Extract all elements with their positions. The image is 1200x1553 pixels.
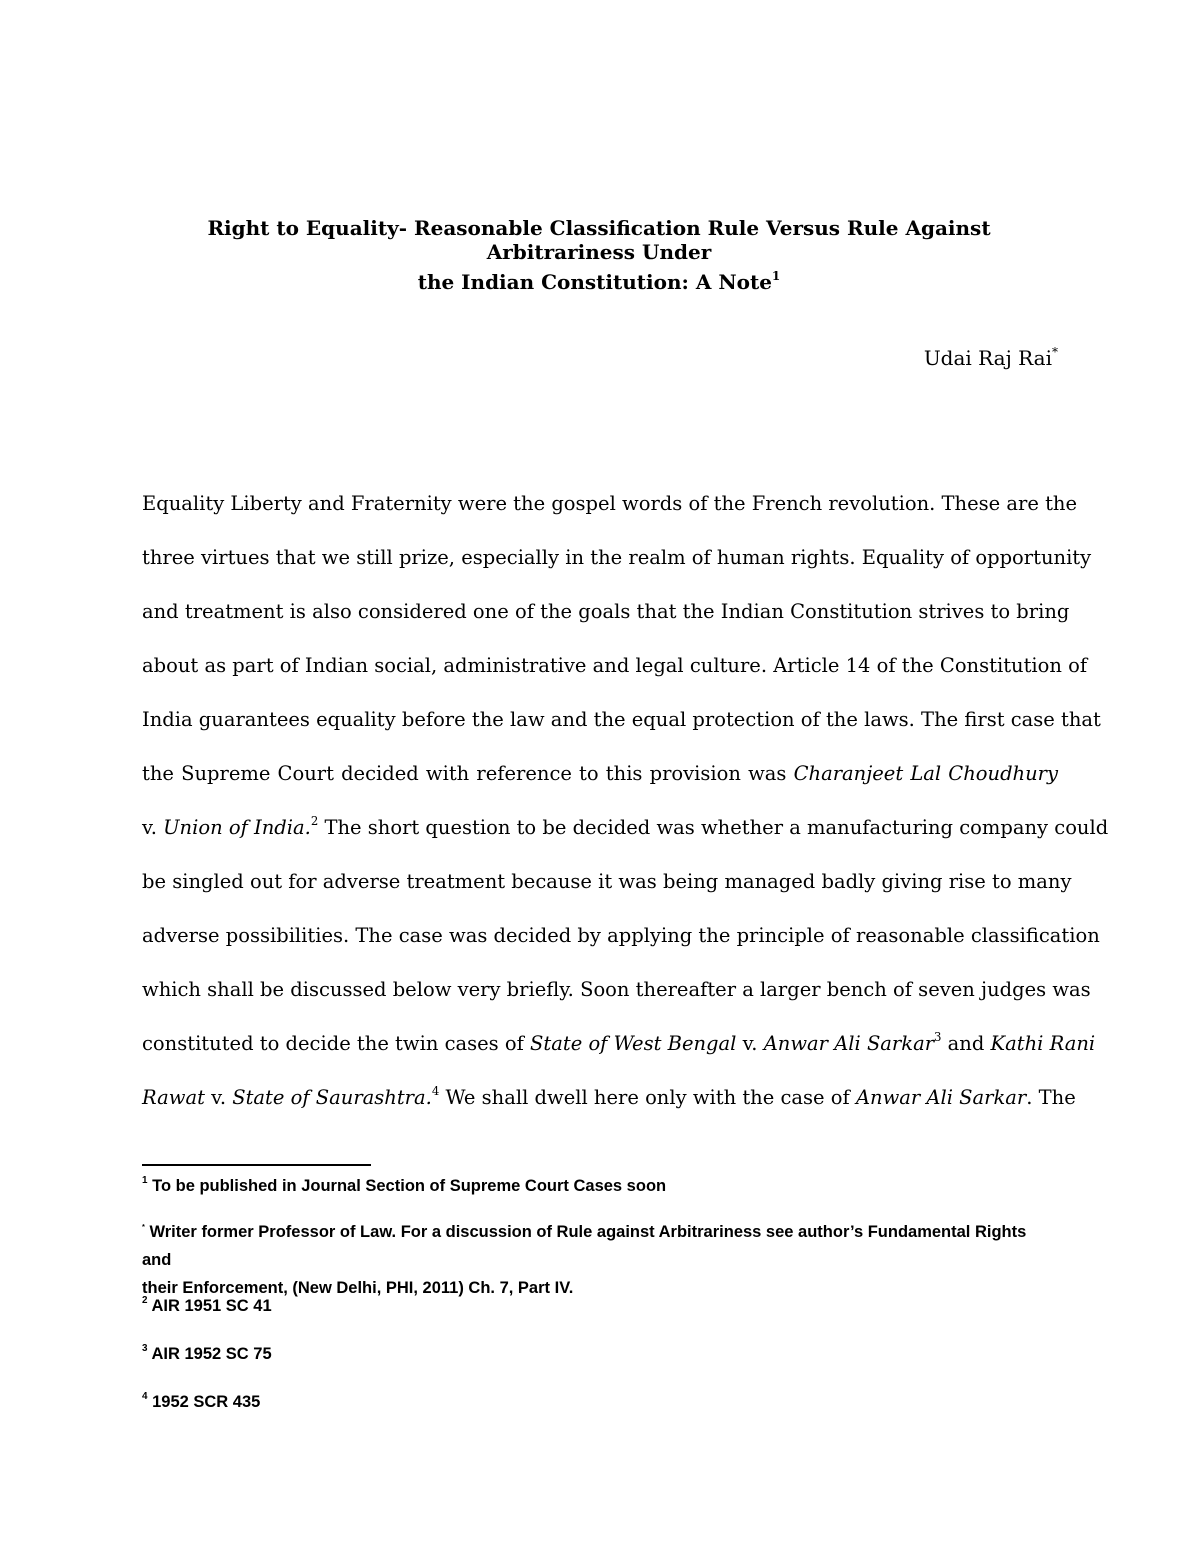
footnote-ref-4: 4 bbox=[431, 1083, 440, 1098]
body-line-3: and treatment is also considered one of the goals that the Indian Constitution strives to bring bbox=[142, 600, 1070, 623]
footnote-2: $^2$ AIR 1951 SC 41 bbox=[142, 1295, 272, 1315]
footnote-ref-3: 3 bbox=[934, 1029, 942, 1044]
case-name: Anwar Ali Sarkar bbox=[855, 1086, 1027, 1109]
case-name: Kathi Rani bbox=[990, 1032, 1096, 1055]
case-name: Union of India. bbox=[163, 816, 311, 839]
footnote-star: * Writer former Professor of Law. For a discussion of Rule against Arbitrariness see author’s Fundamental Rights and their Enforcement, (New Delhi, PHI, 2011) Ch. 7, Part IV. bbox=[142, 1222, 1027, 1297]
body-line-10: which shall be discussed below very briefly. Soon thereafter a larger bench of seven judges was bbox=[142, 978, 1091, 1001]
footnote-ref-2: 2 bbox=[310, 813, 319, 828]
footnote-separator bbox=[142, 1164, 371, 1166]
case-name: State of Saurashtra. bbox=[232, 1086, 432, 1109]
body-line-7: v. Union of India.$^2$ The short question to be decided was whether a manufacturing company could bbox=[142, 813, 1109, 839]
case-name: State of West Bengal bbox=[530, 1032, 737, 1055]
author-footnote-mark: * bbox=[1052, 344, 1058, 359]
body-line-1: Equality Liberty and Fraternity were the gospel words of the French revolution. These are the bbox=[142, 492, 1078, 515]
body-line-4: about as part of Indian social, administrative and legal culture. Article 14 of the Constitution of bbox=[142, 654, 1088, 677]
footnote-4: $^4$ 1952 SCR 435 bbox=[142, 1391, 261, 1411]
body-line-11: constituted to decide the twin cases of State of West Bengal v. Anwar Ali Sarkar$^3$ and Kathi Rani bbox=[142, 1029, 1096, 1055]
body-line-12: Rawat v. State of Saurashtra.$^4$ We shall dwell here only with the case of Anwar Ali Sarkar. The bbox=[142, 1083, 1076, 1109]
case-name: Charanjeet Lal Choudhury bbox=[793, 762, 1059, 785]
body-line-5: India guarantees equality before the law and the equal protection of the laws. The first case that bbox=[142, 708, 1101, 731]
body-line-6: the Supreme Court decided with reference to this provision was Charanjeet Lal Choudhury bbox=[142, 762, 1059, 785]
body-line-8: be singled out for adverse treatment because it was being managed badly giving rise to many bbox=[142, 870, 1072, 893]
body-line-2: three virtues that we still prize, especially in the realm of human rights. Equality of opportunity bbox=[142, 546, 1092, 569]
title-line-2: the Indian Constitution: A Note$^1$ bbox=[417, 268, 781, 294]
title-footnote-mark: 1 bbox=[771, 268, 781, 283]
case-name: Anwar Ali Sarkar bbox=[763, 1032, 935, 1055]
footnote-3: $^3$ AIR 1952 SC 75 bbox=[142, 1343, 272, 1363]
title-line-1: Right to Equality- Reasonable Classification Rule Versus Rule Against Arbitrariness Under bbox=[207, 216, 991, 264]
author-name: Udai Raj Rai* bbox=[923, 344, 1058, 370]
case-name: Rawat bbox=[142, 1086, 205, 1109]
body-line-9: adverse possibilities. The case was decided by applying the principle of reasonable classification bbox=[142, 924, 1100, 947]
footnote-1: $^1$ To be published in Journal Section of Supreme Court Cases soon bbox=[142, 1175, 667, 1195]
